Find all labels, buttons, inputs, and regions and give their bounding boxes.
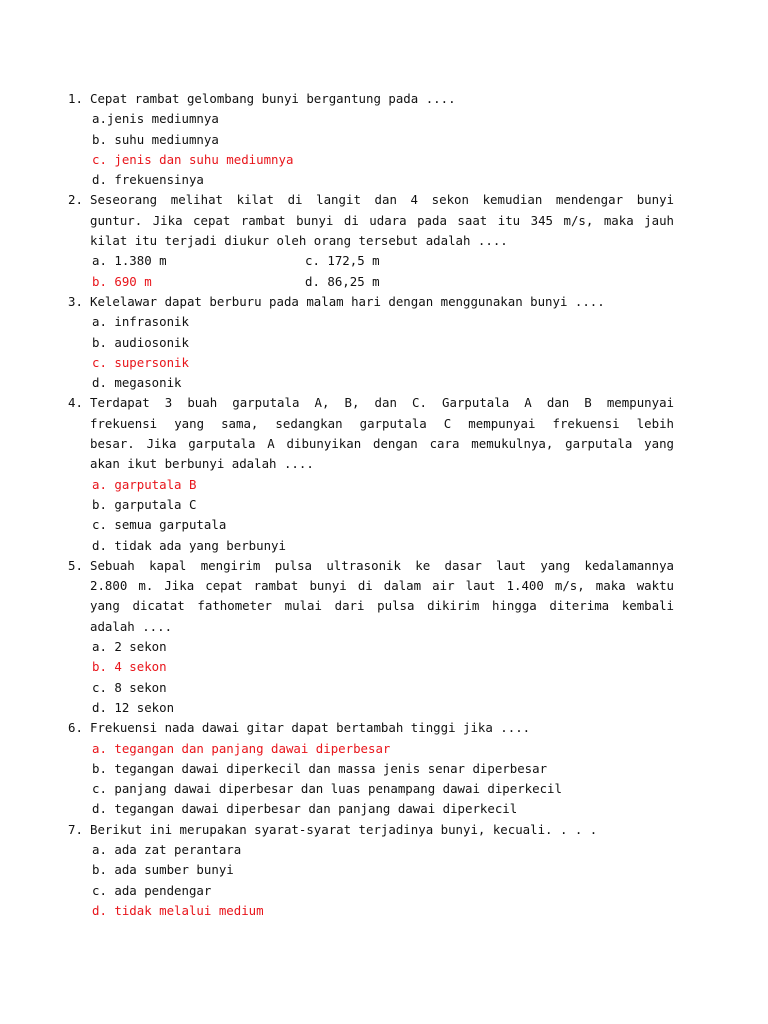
option-c: c. panjang dawai diperbesar dan luas penampang dawai diperkecil [92,781,562,797]
question-6 [0,718,768,819]
option-b: b. garputala C [92,496,197,512]
option-a: a. ada zat perantara [92,841,242,857]
question-text: Kelelawar dapat berburu pada malam hari dengan menggunakan bunyi .... [90,293,605,309]
question-2 [0,190,768,291]
option-d: d. 12 sekon [92,699,175,715]
question-sheet [0,89,768,921]
question-text: 2.800 m. Jika cepat rambat bunyi di dalam air laut 1.400 m/s, maka waktu [90,578,674,594]
question-number: 1. [68,91,83,106]
question-text: akan ikut berbunyi adalah .... [90,456,314,472]
question-text: Sebuah kapal mengirim pulsa ultrasonik ke dasar laut yang kedalamannya [90,557,674,573]
option-d: d. megasonik [92,375,182,391]
question-text: Cepat rambat gelombang bunyi bergantung pada .... [90,91,456,106]
question-4 [0,393,768,555]
option-d: d. 86,25 m [305,273,380,289]
question-text: Terdapat 3 buah garputala A, B, dan C. Garputala A dan B mempunyai [90,395,674,411]
question-text: yang dicatat fathometer mulai dari pulsa dikirim hingga diterima kembali [90,598,674,614]
option-c-correct: c. jenis dan suhu mediumnya [92,151,294,167]
question-text: adalah .... [90,618,173,634]
option-d-correct: d. tidak melalui medium [92,902,264,918]
option-c-correct: c. supersonik [92,354,189,370]
option-c: c. semua garputala [92,517,227,533]
option-d: d. tidak ada yang berbunyi [92,537,286,553]
option-b: b. ada sumber bunyi [92,862,234,878]
option-c: c. 172,5 m [305,253,380,269]
question-number: 6. [68,720,83,736]
question-text: Seseorang melihat kilat di langit dan 4 sekon kemudian mendengar bunyi [90,192,674,208]
question-7 [0,820,768,921]
question-number: 4. [68,395,83,411]
option-d: d. tegangan dawai diperbesar dan panjang dawai diperkecil [92,801,518,817]
question-text: kilat itu terjadi diukur oleh orang tersebut adalah .... [90,233,508,249]
option-a-correct: a. garputala B [92,476,197,492]
option-b: b. audiosonik [92,334,189,350]
question-text: Berikut ini merupakan syarat-syarat terjadinya bunyi, kecuali. . . . [90,821,598,837]
question-number: 3. [68,293,83,309]
option-d: d. frekuensinya [92,172,204,188]
option-c: c. ada pendengar [92,882,212,898]
question-number: 7. [68,821,83,837]
option-a: a.jenis mediumnya [92,111,219,127]
question-number: 2. [68,192,83,208]
question-1 [0,89,768,190]
option-b-correct: b. 4 sekon [92,659,167,675]
question-text: besar. Jika garputala A dibunyikan dengan cara memukulnya, garputala yang [90,436,674,452]
option-a: a. 2 sekon [92,639,167,655]
question-text: frekuensi yang sama, sedangkan garputala C mempunyai frekuensi lebih [90,415,674,431]
option-a: a. infrasonik [92,314,189,330]
question-text: Frekuensi nada dawai gitar dapat bertambah tinggi jika .... [90,720,531,736]
question-3 [0,292,768,393]
option-b: b. tegangan dawai diperkecil dan massa jenis senar diperbesar [92,760,548,776]
option-b-correct: b. 690 m [92,273,152,289]
question-text: guntur. Jika cepat rambat bunyi di udara pada saat itu 345 m/s, maka jauh [90,212,674,228]
option-b: b. suhu mediumnya [92,131,219,147]
question-5 [0,556,768,718]
option-a: a. 1.380 m [92,253,167,269]
option-a-correct: a. tegangan dan panjang dawai diperbesar [92,740,391,756]
question-number: 5. [68,557,83,573]
option-c: c. 8 sekon [92,679,167,695]
